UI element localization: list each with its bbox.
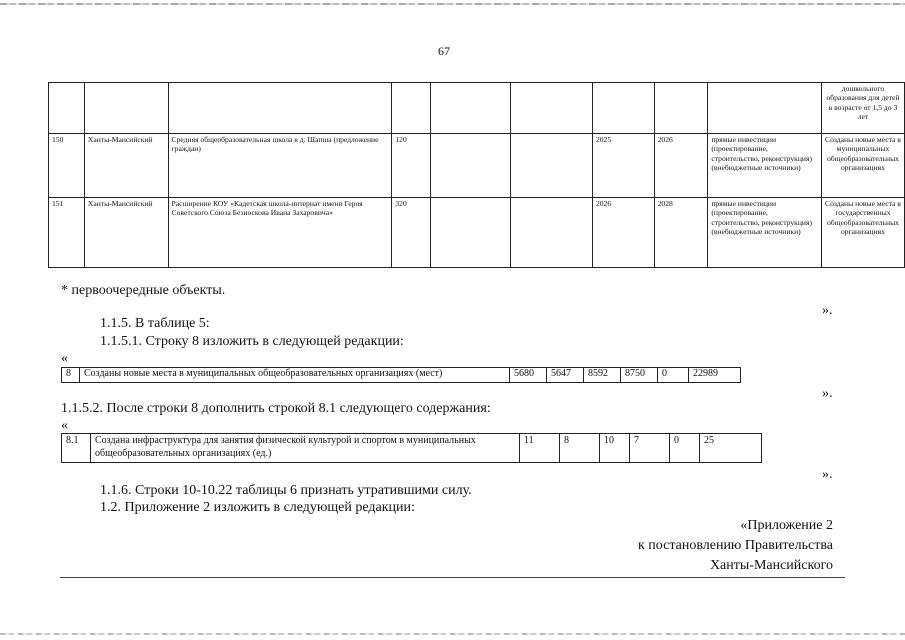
row-8-1-name: Создана инфраструктура для занятия физической культурой и спортом в муниципальных общеобразовательных организациях (ед.)	[91, 434, 520, 463]
mechanism-cell	[708, 83, 822, 134]
footnote: * первоочередные объекты.	[61, 283, 226, 298]
end-year	[654, 83, 708, 134]
row-number: 151	[49, 198, 85, 268]
row-number	[49, 83, 85, 134]
scan-edge-top	[0, 3, 905, 5]
end-year: 2028	[654, 198, 708, 268]
result-cell: Созданы новые места в муниципальных общеобразовательных организациях	[821, 134, 904, 198]
row-8-1-table	[61, 433, 762, 463]
result-cell: дошкольного образования для детей в возрасте от 1,5 до 3 лет	[821, 83, 904, 134]
row-8-1-number: 8.1	[62, 434, 91, 463]
capacity-cell: 120	[392, 134, 431, 198]
table-row	[49, 134, 905, 198]
objects-table	[48, 82, 905, 268]
paragraph-1-1-5-2: 1.1.5.2. После строки 8 дополнить строкой 8.1 следующего содержания:	[61, 401, 491, 416]
empty-cell	[431, 198, 510, 268]
empty-cell	[510, 83, 592, 134]
paragraph-1-1-5-1: 1.1.5.1. Строку 8 изложить в следующей редакции:	[100, 334, 404, 349]
closing-quote-2: ».	[822, 386, 833, 401]
start-year: 2026	[592, 198, 654, 268]
table-row	[62, 434, 762, 463]
row-8-value: 5680	[510, 368, 547, 383]
row-number: 150	[49, 134, 85, 198]
capacity-cell: 320	[392, 198, 431, 268]
object-name	[168, 83, 392, 134]
region-cell: Ханты-Мансийский	[84, 134, 168, 198]
empty-cell	[510, 198, 592, 268]
row-8-table	[61, 367, 741, 383]
empty-cell	[510, 134, 592, 198]
row-8-value: 8750	[621, 368, 658, 383]
page-number: 67	[438, 44, 450, 58]
page-divider	[60, 577, 845, 578]
table-row	[62, 368, 741, 383]
row-8-1-value: 11	[520, 434, 560, 463]
scan-edge-bottom	[0, 633, 905, 635]
closing-quote-3: ».	[822, 467, 833, 482]
region-cell: Ханты-Мансийский	[84, 198, 168, 268]
appendix-line-1: «Приложение 2	[740, 518, 833, 533]
appendix-heading	[638, 516, 833, 576]
paragraph-1-1-5: 1.1.5. В таблице 5:	[100, 316, 210, 331]
row-8-1-total: 25	[700, 434, 762, 463]
opening-quote-1: «	[61, 351, 68, 366]
closing-quote-1: ».	[822, 303, 833, 318]
region-cell	[84, 83, 168, 134]
appendix-line-2: к постановлению Правительства	[637, 538, 833, 554]
object-name: Расширение КОУ «Кадетская школа-интернат имени Героя Советского Союза Безноскова Ивана Захаровича»	[168, 198, 392, 268]
paragraph-1-1-6: 1.1.6. Строки 10-10.22 таблицы 6 признать утратившими силу.	[100, 483, 472, 498]
mechanism-cell: прямые инвестиции (проектирование, строительство, реконструкция) (внебюджетные источники)	[708, 134, 822, 198]
end-year: 2026	[654, 134, 708, 198]
opening-quote-2: «	[61, 418, 68, 433]
row-8-value: 0	[658, 368, 689, 383]
object-name: Средняя общеобразовательная школа в д. Шапша (предложение граждан)	[168, 134, 392, 198]
row-8-value: 5647	[547, 368, 584, 383]
appendix-line-3: Ханты-Мансийского	[709, 558, 833, 574]
row-8-1-value: 10	[600, 434, 630, 463]
table-row	[49, 198, 905, 268]
row-8-value: 8592	[584, 368, 621, 383]
row-8-1-value: 8	[560, 434, 600, 463]
row-8-number: 8	[62, 368, 80, 383]
row-8-1-value: 7	[630, 434, 670, 463]
capacity-cell	[392, 83, 431, 134]
empty-cell	[431, 83, 510, 134]
table-row	[49, 83, 905, 134]
row-8-total: 22989	[689, 368, 741, 383]
start-year: 2025	[592, 134, 654, 198]
row-8-name: Созданы новые места в муниципальных общеобразовательных организациях (мест)	[80, 368, 510, 383]
empty-cell	[431, 134, 510, 198]
row-8-1-value: 0	[670, 434, 700, 463]
result-cell: Созданы новые места в государственных общеобразовательных организациях	[821, 198, 904, 268]
paragraph-1-2: 1.2. Приложение 2 изложить в следующей редакции:	[100, 500, 415, 515]
mechanism-cell: прямые инвестиции (проектирование, строительство, реконструкция) (внебюджетные источники)	[708, 198, 822, 268]
start-year	[592, 83, 654, 134]
